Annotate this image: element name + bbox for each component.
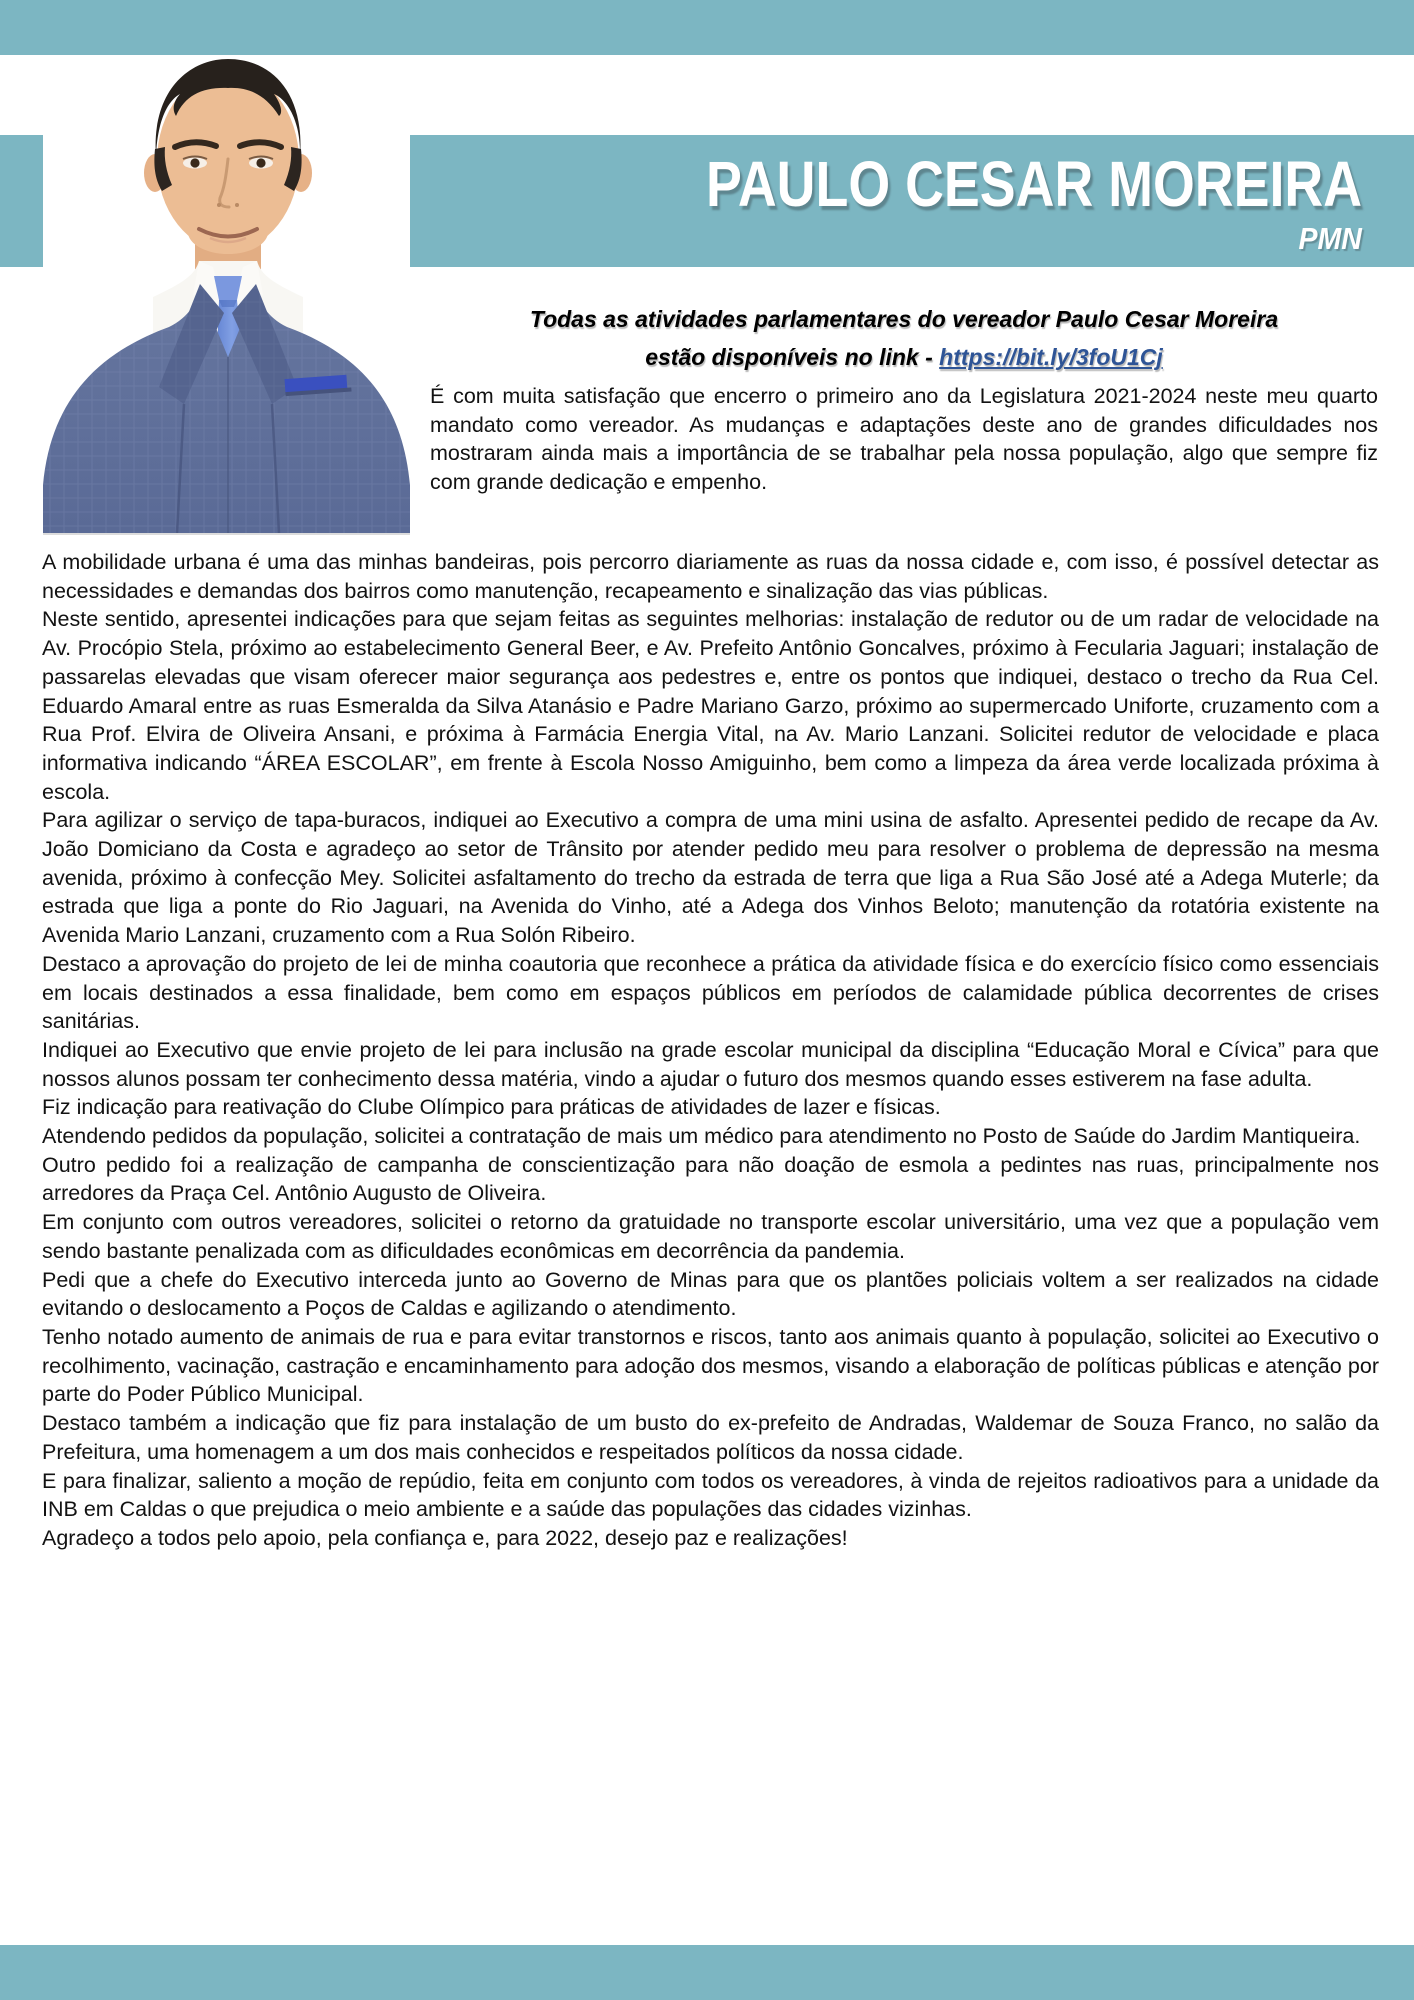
body-paragraph: A mobilidade urbana é uma das minhas bandeiras, pois percorro diariamente as ruas da nossa cidade e, com isso, é possível detectar as necessidades e demandas dos bairros como manutenção, recapeamento e sinalização das vias públicas.: [42, 550, 1379, 603]
body-paragraph: Atendendo pedidos da população, solicitei a contratação de mais um médico para atendimento no Posto de Saúde do Jardim Mantiqueira.: [42, 1124, 1361, 1149]
body-paragraph: Destaco a aprovação do projeto de lei de minha coautoria que reconhece a prática da atividade física e do exercício físico como essenciais em locais destinados a essa finalidade, bem como em espaços públicos em períodos de calamidade pública decorrentes de crises sanitárias.: [42, 951, 1379, 1034]
body-paragraph: Neste sentido, apresentei indicações para que sejam feitas as seguintes melhorias: instalação de redutor ou de um radar de velocidade na Av. Procópio Stela, próximo ao estabelecimento General Beer, e Av. Prefeito Antônio Goncalves, próximo à Fecularia Jaguari; instalação de passarelas elevadas que visam oferecer maior segurança aos pedestres e, entre os pontos que indiquei, destaco o trecho da Rua Cel. Eduardo Amaral entre as ruas Esmeralda da Silva Atanásio e Padre Mariano Garzo, próximo ao supermercado Uniforte, cruzamento com a Rua Prof. Elvira de Oliveira Ansani, e próxima à Farmácia Energia Vital, na Av. Mario Lanzani. Solicitei redutor de velocidade e placa informativa indicando “ÁREA ESCOLAR”, em frente à Escola Nosso Amiguinho, bem como a limpeza da área verde localizada próxima à escola.: [42, 607, 1379, 804]
report-body: [42, 548, 1379, 1553]
body-paragraph: Para agilizar o serviço de tapa-buracos, indiquei ao Executivo a compra de uma mini usina de asfalto. Apresentei pedido de recape da Av. João Domiciano da Costa e agradeço ao setor de Trânsito por atender pedido meu para resolver o problema de depressão na mesma avenida, próximo à confecção Mey. Solicitei asfaltamento do trecho da estrada de terra que liga a Rua São José até a Adega Muterle; da estrada que liga a ponte do Rio Jaguari, na Avenida do Vinho, até a Adega dos Vinhos Beloto; manutenção da rotatória existente na Avenida Mario Lanzani, cruzamento com a Rua Solón Ribeiro.: [42, 808, 1379, 948]
intro-heading: [430, 300, 1378, 376]
body-paragraph: Fiz indicação para reativação do Clube Olímpico para práticas de atividades de lazer e físicas.: [42, 1095, 941, 1120]
top-accent-band: [0, 0, 1414, 55]
party-label: PMN: [1298, 220, 1362, 256]
activities-link[interactable]: https://bit.ly/3foU1Cj: [939, 344, 1163, 370]
body-paragraph: Tenho notado aumento de animais de rua e para evitar transtornos e riscos, tanto aos animais quanto à população, solicitei ao Executivo o recolhimento, vacinação, castração e encaminhamento para adoção dos mesmos, visando a elaboração de políticas públicas e atenção por parte do Poder Público Municipal.: [42, 1324, 1379, 1407]
lead-paragraph: É com muita satisfação que encerro o primeiro ano da Legislatura 2021-2024 neste meu quarto mandato como vereador. As mudanças e adaptações deste ano de grandes dificuldades nos mostraram ainda mais a importância de se trabalhar pela nossa população, algo que sempre fiz com grande dedicação e empenho.: [430, 384, 1378, 495]
body-paragraph: Outro pedido foi a realização de campanha de conscientização para não doação de esmola a pedintes nas ruas, principalmente nos arredores da Praça Cel. Antônio Augusto de Oliveira.: [42, 1152, 1379, 1206]
body-paragraph: E para finalizar, saliento a moção de repúdio, feita em conjunto com todos os vereadores, à vinda de rejeitos radioativos para a unidade da INB em Caldas o que prejudica o meio ambiente e a saúde das populações das cidades vizinhas.: [42, 1468, 1379, 1522]
intro-line1: Todas as atividades parlamentares do vereador Paulo Cesar Moreira: [529, 306, 1279, 332]
body-paragraph: Em conjunto com outros vereadores, solicitei o retorno da gratuidade no transporte escolar universitário, uma vez que a população vem sendo bastante penalizada com as dificuldades econômicas em decorrência da pandemia.: [42, 1210, 1379, 1263]
intro-line2: [430, 338, 1378, 376]
body-paragraph: Pedi que a chefe do Executivo interceda junto ao Governo de Minas para que os plantões policiais voltem a ser realizados na cidade evitando o deslocamento a Poços de Caldas e agilizando o atendimento.: [42, 1267, 1379, 1321]
body-paragraph: Agradeço a todos pelo apoio, pela confiança e, para 2022, desejo paz e realizações!: [42, 1525, 848, 1550]
councilman-name-title: PAULO CESAR MOREIRA: [705, 147, 1362, 220]
person-portrait-illustration: [43, 57, 410, 533]
body-paragraph: Indiquei ao Executivo que envie projeto de lei para inclusão na grade escolar municipal da disciplina “Educação Moral e Cívica” para que nossos alunos possam ter conhecimento dessa matéria, vindo a ajudar o futuro dos mesmos quando esses estiverem na fase adulta.: [42, 1037, 1379, 1091]
portrait-photo: [43, 57, 410, 535]
footer-accent-band: [0, 1945, 1414, 2000]
body-paragraph: Destaco também a indicação que fiz para instalação de um busto do ex-prefeito de Andradas, Waldemar de Souza Franco, no salão da Prefeitura, uma homenagem a um dos mais conhecidos e respeitados políticos da nossa cidade.: [42, 1411, 1379, 1464]
intro-line2-text: estão disponíveis no link -: [645, 344, 940, 370]
